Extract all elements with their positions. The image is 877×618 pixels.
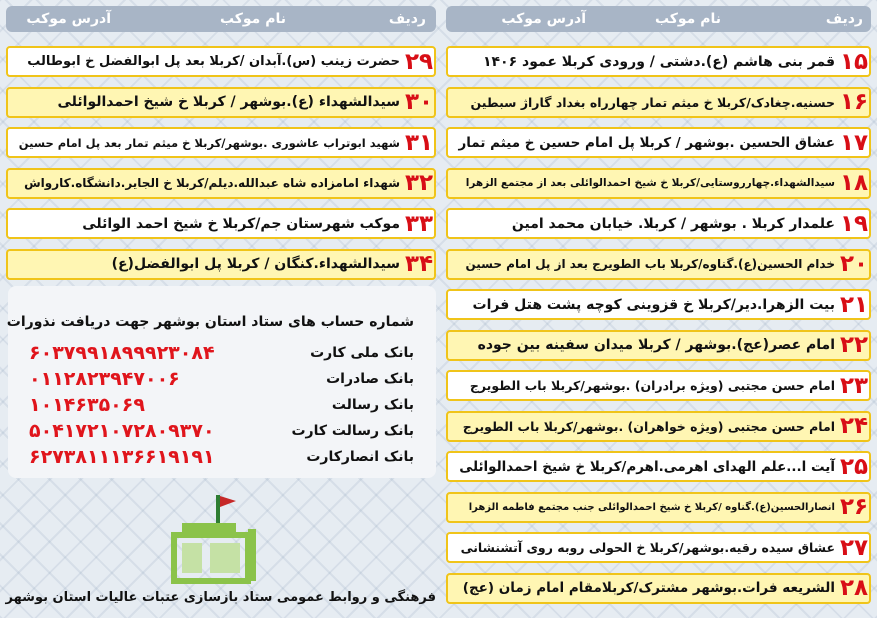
row-text: امام حسن مجتبی (ویژه خواهران) .بوشهر/کربلا باب الطویرج <box>462 418 835 434</box>
row-text: شهید ابوتراب عاشوری .بوشهر/کربلا خ میثم تمار بعد پل امام حسین <box>18 135 400 150</box>
footer-text: فرهنگی و روابط عمومی ستاد بازسازی عتبات عالیات استان بوشهر <box>5 590 436 605</box>
row-text: حسنیه.چغادک/کربلا خ میثم تمار چهارراه بغداد گاراژ سبطین <box>470 94 835 110</box>
row-text: عشاق سیده رقیه.بوشهر/کربلا خ الحولی روبه روی آتشنشانی <box>460 540 835 555</box>
table-row <box>6 168 436 199</box>
bank-name: بانک رسالت <box>331 397 414 413</box>
bank-name: بانک صادرات <box>326 371 414 387</box>
bank-row <box>29 446 414 468</box>
bank-number: ۶۰۳۷۹۹۱۸۹۹۹۲۳۰۸۴ <box>29 342 215 364</box>
row-text: خدام الحسین(ع).گناوه/کربلا باب الطویرج بعد از پل امام حسین <box>465 257 835 271</box>
row-text: آیت ا...علم الهدای اهرمی.اهرم/کربلا خ شیخ احمدالوائلی <box>459 458 835 475</box>
bank-number: ۶۲۷۳۸۱۱۱۳۶۶۱۹۱۹۱ <box>29 446 215 468</box>
table-header-left <box>6 6 436 32</box>
row-number: ۱۹ <box>839 210 869 237</box>
row-number: ۳۰ <box>404 89 434 115</box>
header-row-label: ردیف <box>388 11 426 27</box>
row-text: سیدالشهداء.چهارروستایی/کربلا خ شیخ احمدالوائلی بعد از مجتمع الزهرا <box>465 177 835 189</box>
bank-number: ۵۰۴۱۷۲۱۰۷۲۸۰۹۳۷۰ <box>29 420 215 442</box>
row-text: انصارالحسین(ع).گناوه /کربلا خ شیخ احمدالوائلی جنب مجتمع فاطمه الزهرا <box>468 501 835 513</box>
bank-number: ۱۰۱۴۶۳۵۰۶۹ <box>29 394 145 416</box>
row-number: ۲۶ <box>839 494 869 520</box>
table-row <box>6 127 436 158</box>
row-text: امام حسن مجتبی (ویژه برادران) .بوشهر/کربلا باب الطویرج <box>469 378 835 393</box>
row-number: ۲۱ <box>839 291 869 318</box>
table-row <box>6 208 436 239</box>
row-number: ۲۸ <box>839 575 869 601</box>
header-address-label: آدرس موکب <box>501 11 586 27</box>
row-number: ۲۵ <box>839 453 869 480</box>
row-text: الشریعه فرات.بوشهر مشترک/کربلامقام امام زمان (عج) <box>462 580 835 596</box>
header-name-label: نام موکب <box>654 11 721 27</box>
row-text: حضرت زینب (س).آبدان /کربلا بعد پل ابوالفضل خ ابوطالب <box>27 54 400 69</box>
row-text: امام عصر(عج).بوشهر / کربلا میدان سفینه بین جوده <box>477 337 835 353</box>
bank-number: ۰۱۱۲۸۲۳۹۴۷۰۰۶ <box>29 368 180 390</box>
row-number: ۲۳ <box>839 372 869 399</box>
bank-name: بانک انصارکارت <box>306 449 414 465</box>
table-row <box>446 532 871 563</box>
table-row <box>6 46 436 77</box>
table-row <box>446 492 871 523</box>
row-number: ۲۴ <box>839 413 869 439</box>
row-text: بیت الزهرا.دیر/کربلا خ قزوینی کوچه پشت هتل فرات <box>472 296 835 313</box>
table-row <box>446 249 871 280</box>
table-row <box>446 573 871 604</box>
bank-row <box>29 342 414 364</box>
table-row <box>446 451 871 482</box>
row-number: ۱۷ <box>839 129 869 156</box>
row-number: ۳۱ <box>404 129 434 156</box>
table-row <box>446 168 871 199</box>
header-address-label: آدرس موکب <box>26 11 111 27</box>
row-text: موکب شهرستان جم/کربلا خ شیخ احمد الوائلی <box>82 215 400 232</box>
row-number: ۲۲ <box>839 332 869 358</box>
row-number: ۳۲ <box>404 170 434 196</box>
bank-row <box>29 394 414 416</box>
row-text: علمدار کربلا . بوشهر / کربلا. خیابان محمد امین <box>511 215 835 232</box>
table-row <box>446 330 871 361</box>
bank-name: بانک رسالت کارت <box>291 423 414 439</box>
bank-name: بانک ملی کارت <box>310 345 414 361</box>
row-number: ۱۵ <box>839 48 869 75</box>
row-text: قمر بنی هاشم (ع).دشتی / ورودی کربلا عمود ۱۴۰۶ <box>482 53 835 70</box>
table-row <box>446 370 871 401</box>
row-text: سیدالشهداء.کنگان / کربلا پل ابوالفضل(ع) <box>111 256 400 272</box>
row-number: ۳۴ <box>404 251 434 277</box>
bank-row <box>29 420 414 442</box>
row-number: ۱۶ <box>839 89 869 115</box>
row-number: ۱۸ <box>839 170 869 196</box>
table-header-right <box>446 6 871 32</box>
table-row <box>446 87 871 118</box>
header-row-label: ردیف <box>825 11 863 27</box>
row-text: شهداء امامزاده شاه عبدالله.دیلم/کربلا خ الجایر.دانشگاه.کارواش <box>24 176 400 190</box>
table-row <box>446 127 871 158</box>
row-text: عشاق الحسین .بوشهر / کربلا پل امام حسین خ میثم تمار <box>458 134 835 151</box>
row-text: سیدالشهداء (ع).بوشهر / کربلا خ شیخ احمدالوائلی <box>57 94 400 110</box>
row-number: ۲۰ <box>839 251 869 277</box>
table-row <box>446 46 871 77</box>
bank-accounts-box <box>8 286 436 478</box>
row-number: ۳۳ <box>404 210 434 237</box>
table-row <box>446 208 871 239</box>
shrine-logo-icon <box>168 493 264 585</box>
row-number: ۲۹ <box>404 48 434 75</box>
table-row <box>6 87 436 118</box>
row-number: ۲۷ <box>839 534 869 561</box>
header-name-label: نام موکب <box>219 11 286 27</box>
bank-title: شماره حساب های ستاد استان بوشهر جهت دریافت نذورات <box>6 314 414 330</box>
table-row <box>446 289 871 320</box>
table-row <box>446 411 871 442</box>
table-row <box>6 249 436 280</box>
bank-row <box>29 368 414 390</box>
